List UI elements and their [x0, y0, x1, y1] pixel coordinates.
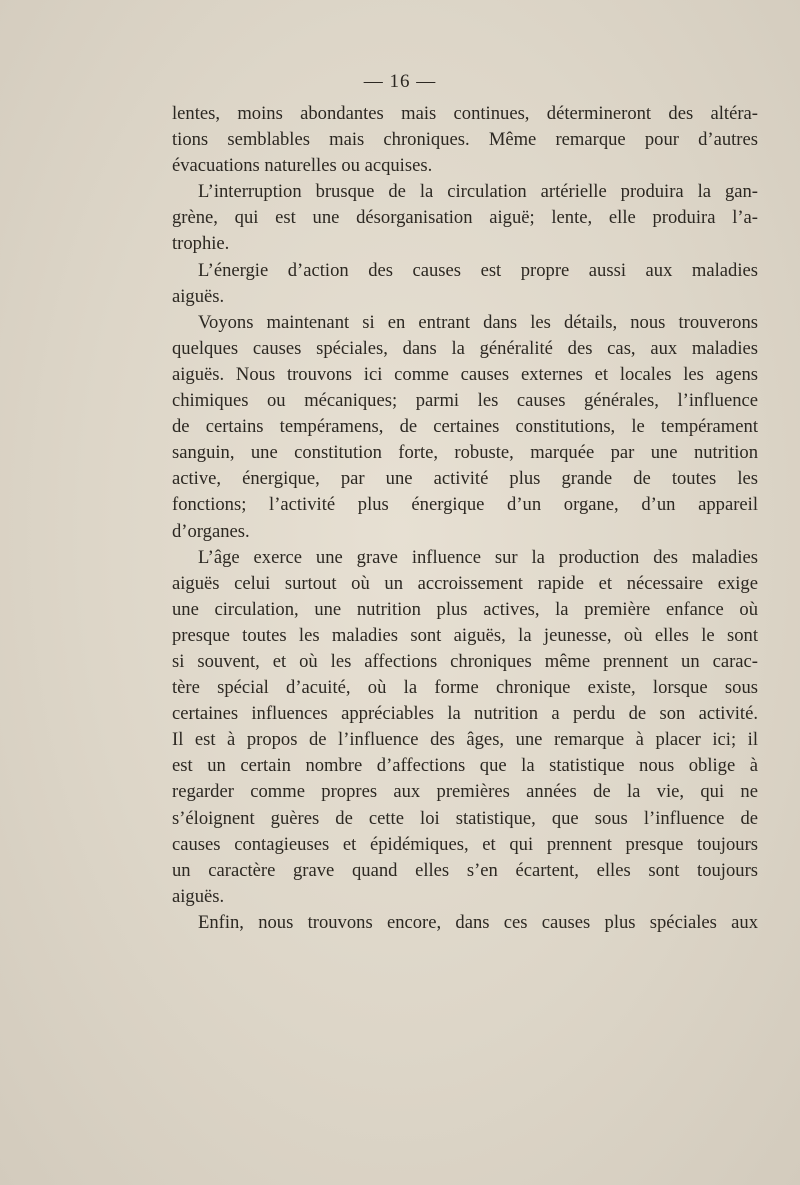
text-line: est un certain nombre d’affections que la statistique nous oblige à [172, 755, 758, 777]
paragraph-start-line: L’âge exerce une grave influence sur la production des maladies [198, 546, 758, 568]
text-line: presque toutes les maladies sont aiguës, la jeunesse, où elles le sont [172, 624, 758, 646]
paragraph-start-line: Enfin, nous trouvons encore, dans ces causes plus spéciales aux [198, 911, 758, 933]
text-line: grène, qui est une désorganisation aiguë; lente, elle produira l’a- [172, 207, 758, 229]
paragraph-start-line: Voyons maintenant si en entrant dans les détails, nous trouverons [198, 311, 758, 333]
text-line: d’organes. [172, 520, 250, 542]
text-line: chimiques ou mécaniques; parmi les causes générales, l’influence [172, 390, 758, 412]
text-line: tions semblables mais chroniques. Même remarque pour d’autres [172, 129, 758, 151]
text-line: s’éloignent guères de cette loi statistique, que sous l’influence de [172, 807, 758, 829]
text-line: tère spécial d’acuité, où la forme chronique existe, lorsque sous [172, 677, 758, 699]
text-line: aiguës. [172, 885, 225, 907]
text-line: active, énergique, par une activité plus grande de toutes les [172, 468, 758, 490]
page-number: — 16 — [363, 71, 437, 92]
text-line: évacuations naturelles ou acquises. [172, 155, 433, 177]
text-line: aiguës celui surtout où un accroissement rapide et nécessaire exige [172, 572, 758, 594]
text-line: sanguin, une constitution forte, robuste, marquée par une nutrition [172, 442, 758, 464]
body-text [172, 101, 758, 936]
text-line: si souvent, et où les affections chroniques même prennent un carac- [172, 650, 758, 672]
text-line: Il est à propos de l’influence des âges, une remarque à placer ici; il [172, 729, 758, 751]
text-line: lentes, moins abondantes mais continues, détermineront des altéra- [172, 103, 758, 124]
text-line: un caractère grave quand elles s’en écartent, elles sont toujours [172, 859, 758, 881]
text-line: fonctions; l’activité plus énergique d’un organe, d’un appareil [172, 494, 758, 516]
paragraph-start-line: L’interruption brusque de la circulation artérielle produira la gan- [198, 181, 758, 203]
text-line: trophie. [172, 233, 230, 255]
text-line: causes contagieuses et épidémiques, et qui prennent presque toujours [172, 833, 758, 855]
paragraph-start-line: L’énergie d’action des causes est propre aussi aux maladies [198, 259, 758, 281]
text-line: quelques causes spéciales, dans la généralité des cas, aux maladies [172, 337, 758, 359]
text-line: de certains tempéramens, de certaines constitutions, le tempérament [172, 416, 758, 438]
text-line: une circulation, une nutrition plus actives, la première enfance où [172, 598, 758, 620]
text-line: aiguës. [172, 285, 225, 307]
text-line: aiguës. Nous trouvons ici comme causes externes et locales les agens [172, 363, 758, 385]
text-line: certaines influences appréciables la nutrition a perdu de son activité. [172, 703, 758, 725]
text-line: regarder comme propres aux premières années de la vie, qui ne [172, 781, 758, 803]
